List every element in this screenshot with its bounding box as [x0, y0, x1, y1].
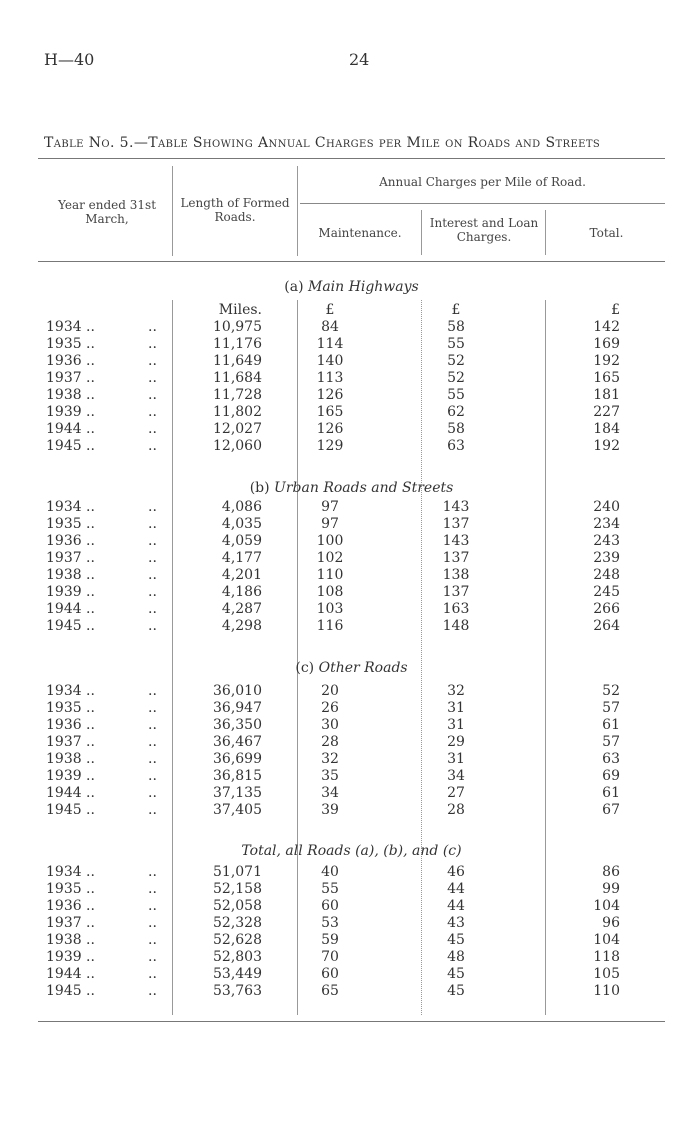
interest-cell: 148 — [442, 618, 470, 634]
table-row — [0, 404, 700, 421]
interest-cell: 63 — [447, 438, 465, 454]
leader-dots: .. — [148, 751, 157, 767]
leader-dots: .. — [86, 601, 95, 617]
interest-cell: 27 — [447, 785, 465, 801]
maintenance-cell: 20 — [321, 683, 339, 699]
interest-cell: 55 — [447, 387, 465, 403]
leader-dots: .. — [148, 881, 157, 897]
maintenance-cell: 30 — [321, 717, 339, 733]
length-cell: 52,158 — [213, 881, 262, 897]
leader-dots: .. — [148, 802, 157, 818]
table-row — [0, 567, 700, 584]
year-cell: 1939 — [46, 949, 82, 965]
total-cell: 184 — [593, 421, 620, 437]
leader-dots: .. — [148, 319, 157, 335]
header-total: Total. — [589, 226, 624, 240]
leader-dots: .. — [148, 438, 157, 454]
total-cell: 67 — [602, 802, 620, 818]
year-cell: 1936 — [46, 898, 82, 914]
leader-dots: .. — [86, 751, 95, 767]
interest-cell: 44 — [447, 898, 465, 914]
leader-dots: .. — [86, 881, 95, 897]
year-cell: 1939 — [46, 404, 82, 420]
year-cell: 1934 — [46, 319, 82, 335]
leader-dots: .. — [148, 404, 157, 420]
table-row — [0, 768, 700, 785]
total-cell: 165 — [593, 370, 620, 386]
table-row — [0, 966, 700, 983]
units-pound: £ — [451, 302, 461, 318]
leader-dots: .. — [148, 785, 157, 801]
length-cell: 12,027 — [213, 421, 262, 437]
leader-dots: .. — [86, 898, 95, 914]
maintenance-cell: 97 — [321, 516, 339, 532]
year-cell: 1945 — [46, 438, 82, 454]
maintenance-cell: 32 — [321, 751, 339, 767]
maintenance-cell: 28 — [321, 734, 339, 750]
year-cell: 1937 — [46, 734, 82, 750]
maintenance-cell: 40 — [321, 864, 339, 880]
year-cell: 1939 — [46, 584, 82, 600]
length-cell: 4,177 — [221, 550, 262, 566]
table-row — [0, 533, 700, 550]
leader-dots: .. — [148, 336, 157, 352]
table-row — [0, 336, 700, 353]
maintenance-cell: 100 — [316, 533, 344, 549]
units-miles: Miles. — [218, 302, 262, 318]
leader-dots: .. — [148, 567, 157, 583]
total-cell: 192 — [593, 353, 620, 369]
leader-dots: .. — [148, 584, 157, 600]
year-cell: 1944 — [46, 785, 82, 801]
interest-cell: 45 — [447, 932, 465, 948]
length-cell: 52,803 — [213, 949, 262, 965]
total-cell: 61 — [602, 785, 620, 801]
leader-dots: .. — [86, 683, 95, 699]
year-cell: 1936 — [46, 533, 82, 549]
leader-dots: .. — [86, 516, 95, 532]
year-cell: 1945 — [46, 802, 82, 818]
table-row — [0, 785, 700, 802]
header-maintenance: Maintenance. — [318, 226, 402, 240]
length-cell: 52,628 — [213, 932, 262, 948]
interest-cell: 137 — [442, 550, 470, 566]
total-cell: 245 — [593, 584, 620, 600]
year-cell: 1938 — [46, 751, 82, 767]
leader-dots: .. — [86, 966, 95, 982]
maintenance-cell: 60 — [321, 898, 339, 914]
year-cell: 1935 — [46, 881, 82, 897]
maintenance-cell: 34 — [321, 785, 339, 801]
table-row — [0, 370, 700, 387]
table-title-prefix: Table No. 5. — [44, 135, 134, 151]
total-cell: 118 — [593, 949, 620, 965]
table-row — [0, 881, 700, 898]
year-cell: 1937 — [46, 915, 82, 931]
table-row — [0, 601, 700, 618]
interest-cell: 45 — [447, 966, 465, 982]
maintenance-cell: 55 — [321, 881, 339, 897]
interest-cell: 52 — [447, 370, 465, 386]
table-row — [0, 618, 700, 635]
year-cell: 1944 — [46, 601, 82, 617]
maintenance-cell: 84 — [321, 319, 339, 335]
leader-dots: .. — [86, 949, 95, 965]
leader-dots: .. — [148, 353, 157, 369]
total-cell: 227 — [593, 404, 620, 420]
total-cell: 192 — [593, 438, 620, 454]
interest-cell: 32 — [447, 683, 465, 699]
section-title: (c) Other Roads — [295, 660, 408, 676]
length-cell: 12,060 — [213, 438, 262, 454]
length-cell: 36,010 — [213, 683, 262, 699]
table-row — [0, 898, 700, 915]
table-row — [0, 421, 700, 438]
leader-dots: .. — [86, 421, 95, 437]
leader-dots: .. — [86, 387, 95, 403]
total-cell: 110 — [593, 983, 620, 999]
interest-cell: 58 — [447, 319, 465, 335]
year-cell: 1935 — [46, 336, 82, 352]
leader-dots: .. — [148, 768, 157, 784]
interest-cell: 58 — [447, 421, 465, 437]
maintenance-cell: 113 — [316, 370, 344, 386]
maintenance-cell: 97 — [321, 499, 339, 515]
leader-dots: .. — [86, 319, 95, 335]
length-cell: 51,071 — [213, 864, 262, 880]
year-cell: 1944 — [46, 966, 82, 982]
section-title: (a) Main Highways — [284, 279, 419, 295]
leader-dots: .. — [148, 516, 157, 532]
leader-dots: .. — [148, 717, 157, 733]
table-row — [0, 499, 700, 516]
table-row — [0, 734, 700, 751]
leader-dots: .. — [86, 618, 95, 634]
maintenance-cell: 126 — [316, 421, 344, 437]
page-number: 24 — [349, 50, 370, 69]
total-cell: 240 — [593, 499, 620, 515]
section-title: (b) Urban Roads and Streets — [249, 480, 454, 496]
length-cell: 11,728 — [213, 387, 262, 403]
leader-dots: .. — [86, 864, 95, 880]
year-cell: 1936 — [46, 717, 82, 733]
maintenance-cell: 103 — [316, 601, 344, 617]
length-cell: 37,135 — [213, 785, 262, 801]
maintenance-cell: 114 — [316, 336, 344, 352]
year-cell: 1945 — [46, 618, 82, 634]
units-pound: £ — [611, 302, 620, 318]
maintenance-cell: 39 — [321, 802, 339, 818]
length-cell: 52,328 — [213, 915, 262, 931]
total-cell: 239 — [593, 550, 620, 566]
total-cell: 248 — [593, 567, 620, 583]
maintenance-cell: 59 — [321, 932, 339, 948]
total-cell: 86 — [602, 864, 620, 880]
length-cell: 10,975 — [213, 319, 262, 335]
interest-cell: 137 — [442, 516, 470, 532]
total-cell: 243 — [593, 533, 620, 549]
leader-dots: .. — [86, 734, 95, 750]
interest-cell: 143 — [442, 533, 470, 549]
header-divider — [421, 210, 422, 255]
leader-dots: .. — [86, 438, 95, 454]
interest-cell: 31 — [447, 717, 465, 733]
year-cell: 1939 — [46, 768, 82, 784]
year-cell: 1935 — [46, 516, 82, 532]
leader-dots: .. — [148, 898, 157, 914]
total-cell: 57 — [602, 700, 620, 716]
total-cell: 142 — [593, 319, 620, 335]
leader-dots: .. — [86, 785, 95, 801]
table-row — [0, 353, 700, 370]
length-cell: 36,350 — [213, 717, 262, 733]
length-cell: 4,298 — [221, 618, 262, 634]
year-cell: 1937 — [46, 370, 82, 386]
maintenance-cell: 65 — [321, 983, 339, 999]
header-divider — [545, 210, 546, 255]
year-cell: 1934 — [46, 499, 82, 515]
table-row — [0, 983, 700, 1000]
leader-dots: .. — [148, 983, 157, 999]
total-cell: 169 — [593, 336, 620, 352]
year-cell: 1944 — [46, 421, 82, 437]
leader-dots: .. — [86, 499, 95, 515]
leader-dots: .. — [86, 550, 95, 566]
leader-dots: .. — [86, 983, 95, 999]
leader-dots: .. — [148, 533, 157, 549]
interest-cell: 143 — [442, 499, 470, 515]
leader-dots: .. — [86, 336, 95, 352]
length-cell: 11,176 — [213, 336, 262, 352]
total-cell: 61 — [602, 717, 620, 733]
leader-dots: .. — [86, 353, 95, 369]
maintenance-cell: 26 — [321, 700, 339, 716]
maintenance-cell: 126 — [316, 387, 344, 403]
header-subdivider — [300, 203, 665, 204]
leader-dots: .. — [86, 567, 95, 583]
interest-cell: 163 — [442, 601, 470, 617]
total-cell: 99 — [602, 881, 620, 897]
interest-cell: 34 — [447, 768, 465, 784]
table-row — [0, 949, 700, 966]
maintenance-cell: 53 — [321, 915, 339, 931]
leader-dots: .. — [86, 717, 95, 733]
total-cell: 105 — [593, 966, 620, 982]
leader-dots: .. — [148, 601, 157, 617]
table-row — [0, 864, 700, 881]
header-interest: Interest and Loan Charges. — [429, 216, 539, 244]
year-cell: 1945 — [46, 983, 82, 999]
total-cell: 264 — [593, 618, 620, 634]
maintenance-cell: 70 — [321, 949, 339, 965]
leader-dots: .. — [148, 499, 157, 515]
interest-cell: 137 — [442, 584, 470, 600]
leader-dots: .. — [148, 700, 157, 716]
maintenance-cell: 108 — [316, 584, 344, 600]
interest-cell: 44 — [447, 881, 465, 897]
header-top-rule — [38, 158, 665, 159]
length-cell: 11,649 — [213, 353, 262, 369]
units-pound: £ — [325, 302, 335, 318]
leader-dots: .. — [148, 932, 157, 948]
leader-dots: .. — [148, 915, 157, 931]
interest-cell: 138 — [442, 567, 470, 583]
year-cell: 1938 — [46, 387, 82, 403]
total-cell: 96 — [602, 915, 620, 931]
header-year: Year ended 31st March, — [57, 198, 157, 226]
table-row — [0, 700, 700, 717]
leader-dots: .. — [148, 618, 157, 634]
leader-dots: .. — [86, 533, 95, 549]
total-cell: 266 — [593, 601, 620, 617]
leader-dots: .. — [86, 802, 95, 818]
leader-dots: .. — [148, 683, 157, 699]
total-cell: 52 — [602, 683, 620, 699]
leader-dots: .. — [86, 404, 95, 420]
maintenance-cell: 110 — [316, 567, 344, 583]
total-cell: 69 — [602, 768, 620, 784]
length-cell: 53,449 — [213, 966, 262, 982]
header-length: Length of Formed Roads. — [180, 196, 290, 224]
table-row — [0, 717, 700, 734]
table-row — [0, 683, 700, 700]
table-bottom-rule — [38, 1021, 665, 1022]
length-cell: 4,059 — [221, 533, 262, 549]
total-cell: 234 — [593, 516, 620, 532]
length-cell: 11,802 — [213, 404, 262, 420]
leader-dots: .. — [148, 734, 157, 750]
length-cell: 4,186 — [221, 584, 262, 600]
year-cell: 1936 — [46, 353, 82, 369]
table-row — [0, 915, 700, 932]
interest-cell: 48 — [447, 949, 465, 965]
interest-cell: 31 — [447, 751, 465, 767]
length-cell: 4,035 — [221, 516, 262, 532]
leader-dots: .. — [148, 966, 157, 982]
table-title-text: —Table Showing Annual Charges per Mile on Roads and Streets — [133, 135, 601, 151]
leader-dots: .. — [148, 864, 157, 880]
leader-dots: .. — [86, 932, 95, 948]
interest-cell: 55 — [447, 336, 465, 352]
maintenance-cell: 116 — [316, 618, 344, 634]
length-cell: 36,699 — [213, 751, 262, 767]
leader-dots: .. — [148, 387, 157, 403]
table-row — [0, 751, 700, 768]
length-cell: 37,405 — [213, 802, 262, 818]
maintenance-cell: 140 — [316, 353, 344, 369]
year-cell: 1935 — [46, 700, 82, 716]
total-cell: 57 — [602, 734, 620, 750]
table-row — [0, 516, 700, 533]
table-row — [0, 584, 700, 601]
header-divider — [297, 166, 298, 256]
table-row — [0, 550, 700, 567]
year-cell: 1934 — [46, 864, 82, 880]
length-cell: 4,287 — [221, 601, 262, 617]
total-cell: 104 — [593, 898, 620, 914]
leader-dots: .. — [148, 370, 157, 386]
section-title: Total, all Roads (a), (b), and (c) — [241, 843, 462, 859]
leader-dots: .. — [86, 584, 95, 600]
maintenance-cell: 60 — [321, 966, 339, 982]
interest-cell: 28 — [447, 802, 465, 818]
year-cell: 1938 — [46, 567, 82, 583]
document-reference: H—40 — [44, 50, 95, 69]
length-cell: 11,684 — [213, 370, 262, 386]
length-cell: 53,763 — [213, 983, 262, 999]
leader-dots: .. — [86, 370, 95, 386]
total-cell: 63 — [602, 751, 620, 767]
length-cell: 52,058 — [213, 898, 262, 914]
maintenance-cell: 102 — [316, 550, 344, 566]
header-bottom-rule — [38, 261, 665, 262]
table-row — [0, 802, 700, 819]
interest-cell: 45 — [447, 983, 465, 999]
leader-dots: .. — [86, 700, 95, 716]
interest-cell: 29 — [447, 734, 465, 750]
length-cell: 36,947 — [213, 700, 262, 716]
interest-cell: 43 — [447, 915, 465, 931]
table-row — [0, 932, 700, 949]
leader-dots: .. — [148, 550, 157, 566]
header-annual-charges: Annual Charges per Mile of Road. — [379, 175, 586, 189]
length-cell: 4,201 — [221, 567, 262, 583]
table-row — [0, 438, 700, 455]
maintenance-cell: 35 — [321, 768, 339, 784]
year-cell: 1937 — [46, 550, 82, 566]
interest-cell: 52 — [447, 353, 465, 369]
leader-dots: .. — [148, 421, 157, 437]
length-cell: 36,467 — [213, 734, 262, 750]
table-title — [44, 135, 669, 151]
year-cell: 1934 — [46, 683, 82, 699]
table-row — [0, 387, 700, 404]
year-cell: 1938 — [46, 932, 82, 948]
length-cell: 36,815 — [213, 768, 262, 784]
leader-dots: .. — [86, 768, 95, 784]
total-cell: 181 — [593, 387, 620, 403]
maintenance-cell: 165 — [316, 404, 344, 420]
length-cell: 4,086 — [221, 499, 262, 515]
total-cell: 104 — [593, 932, 620, 948]
interest-cell: 46 — [447, 864, 465, 880]
header-divider — [172, 166, 173, 256]
interest-cell: 62 — [447, 404, 465, 420]
maintenance-cell: 129 — [316, 438, 344, 454]
table-row — [0, 319, 700, 336]
leader-dots: .. — [148, 949, 157, 965]
leader-dots: .. — [86, 915, 95, 931]
interest-cell: 31 — [447, 700, 465, 716]
